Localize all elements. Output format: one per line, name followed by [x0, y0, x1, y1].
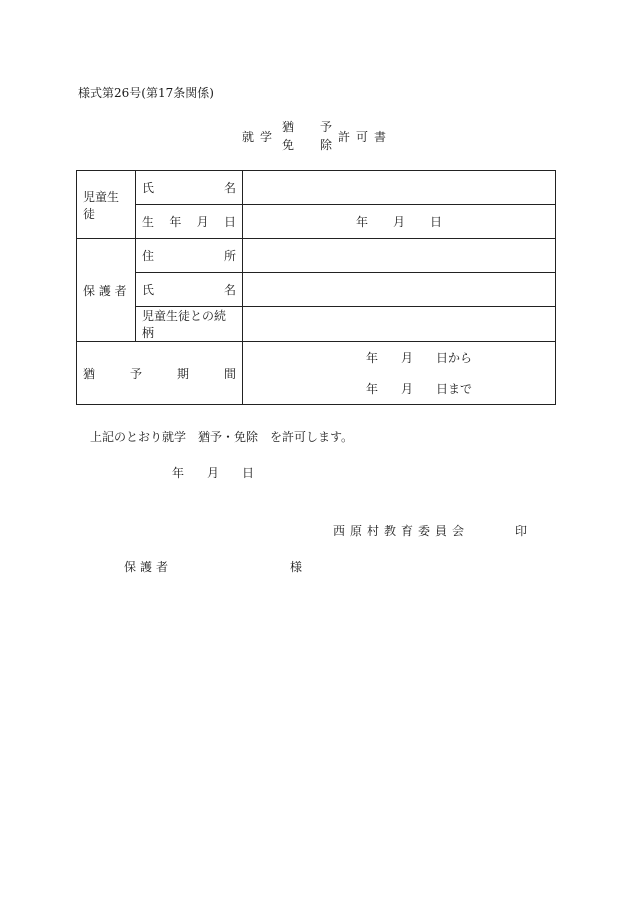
period-label: 猶 予 期 間 — [77, 342, 243, 405]
document-title — [242, 118, 402, 156]
guardian-name-field[interactable] — [243, 273, 556, 307]
honorific: 様 — [290, 560, 303, 574]
title-suffix: 許可書 — [338, 130, 393, 144]
student-dob-label: 生 年 月 日 — [136, 205, 243, 239]
title-prefix: 就学 — [242, 130, 279, 144]
title-option-exemption: 免 除 — [282, 138, 332, 152]
guardian-address-label: 住 所 — [136, 239, 243, 273]
period-from: 年 月 日から — [366, 351, 472, 365]
issuer-name: 西原村教育委員会 — [333, 524, 470, 538]
statement-date: 年 月 日 — [172, 466, 254, 480]
guardian-name-label: 氏 名 — [136, 273, 243, 307]
period-to: 年 月 日まで — [366, 382, 472, 396]
student-group-label: 児童生徒 — [77, 171, 136, 239]
period-field[interactable] — [243, 342, 556, 405]
student-dob-field[interactable]: 年 月 日 — [243, 205, 556, 239]
guardian-group-label: 保 護 者 — [77, 239, 136, 342]
addressee-label: 保護者 — [124, 560, 173, 574]
student-name-field[interactable] — [243, 171, 556, 205]
form-number: 様式第26号(第17条関係) — [78, 86, 214, 100]
permit-form-table — [76, 170, 556, 405]
relationship-field[interactable] — [243, 307, 556, 342]
student-name-label: 氏 名 — [136, 171, 243, 205]
guardian-address-field[interactable] — [243, 239, 556, 273]
seal-mark: 印 — [515, 524, 528, 538]
permit-statement: 上記のとおり就学 猶予・免除 を許可します。 — [90, 430, 354, 444]
relationship-label: 児童生徒との続柄 — [136, 307, 243, 342]
title-option-deferral: 猶 予 — [282, 120, 332, 134]
